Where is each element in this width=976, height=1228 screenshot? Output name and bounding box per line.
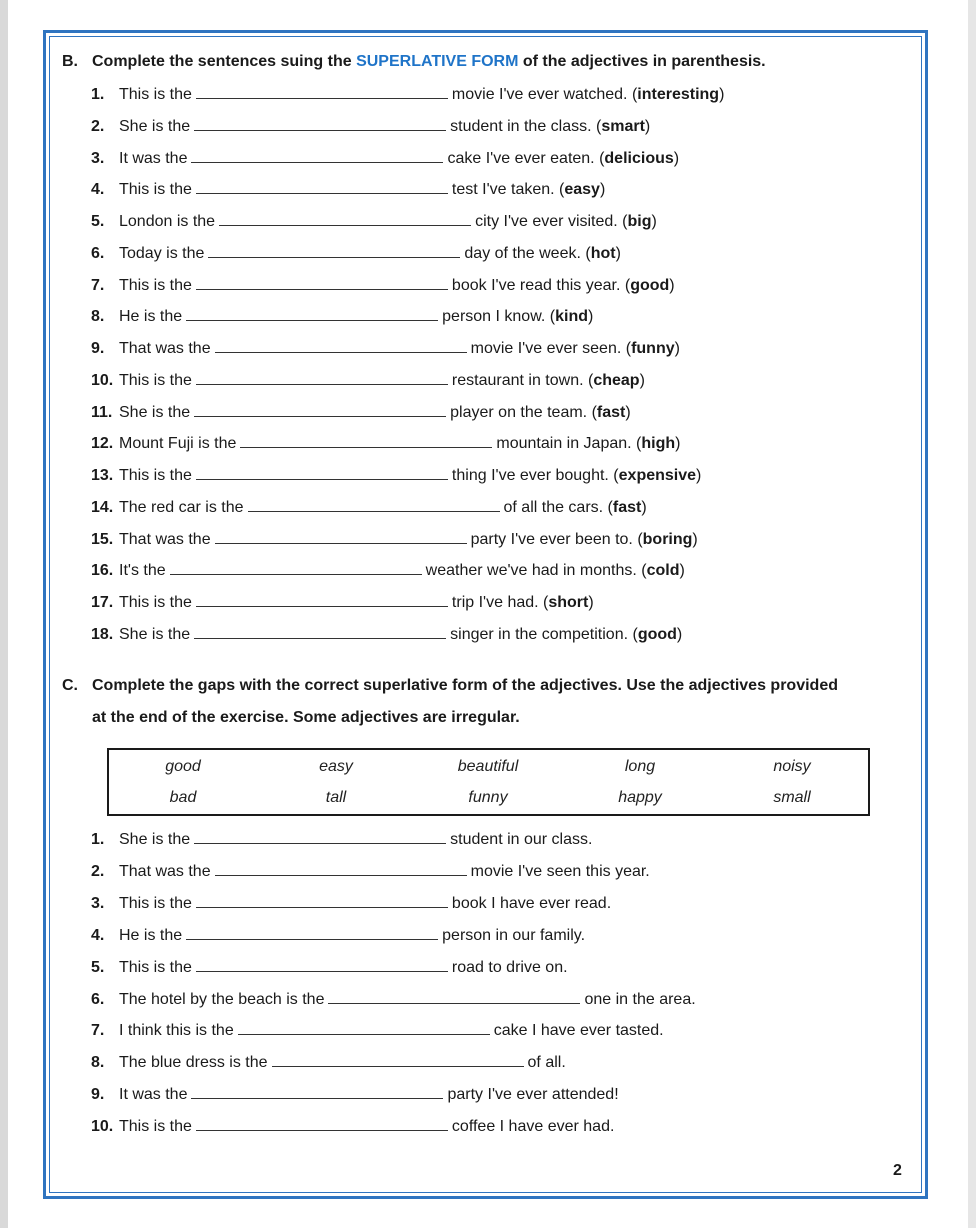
section-b-letter: B. (62, 53, 78, 70)
sentence-end: road to drive on. (451, 958, 568, 976)
closing-paren: ) (587, 308, 594, 326)
exercise-b-item (91, 116, 650, 138)
sentence-end: mountain in Japan. ( (496, 435, 642, 453)
word-bank-word: tall (325, 789, 347, 806)
sentence-start: It was the (119, 149, 188, 167)
sentence-start: Today is the (119, 244, 205, 262)
answer-blank[interactable] (215, 861, 467, 876)
answer-blank[interactable] (238, 1020, 490, 1035)
item-number: 14. (91, 498, 114, 516)
adjective-hint: kind (555, 308, 588, 326)
sentence-start: Mount Fuji is the (119, 435, 237, 453)
item-number: 6. (91, 244, 105, 262)
adjective-hint: hot (590, 244, 616, 262)
word-bank-word: bad (169, 789, 197, 806)
exercise-b-item (91, 179, 605, 201)
exercise-b-item (91, 370, 645, 392)
sentence-start: The hotel by the beach is the (119, 990, 325, 1008)
exercise-b-item (91, 84, 724, 106)
adjective-hint: smart (601, 117, 645, 135)
closing-paren: ) (625, 403, 631, 421)
item-number: 7. (91, 1022, 105, 1040)
exercise-b-item (91, 306, 593, 328)
exercise-b-item (91, 402, 631, 424)
item-number: 9. (91, 340, 105, 357)
adjective-hint: big (627, 213, 652, 230)
answer-blank[interactable] (196, 592, 448, 607)
exercise-c-item (91, 1020, 664, 1042)
exercise-c-item (91, 925, 585, 947)
sentence-end: book I've read this year. ( (451, 276, 631, 294)
item-number: 6. (91, 990, 105, 1008)
section-b-instruction-end: of the adjectives in parenthesis. (518, 53, 766, 70)
sentence-end: movie I've ever watched. ( (451, 86, 638, 103)
page-number: 2 (893, 1162, 902, 1179)
item-number: 5. (91, 213, 105, 230)
section-b-heading (62, 51, 766, 73)
section-c-instruction-line1: Complete the gaps with the correct superlative form of the adjectives. Use the adjectives provided (92, 677, 838, 694)
closing-paren: ) (615, 244, 621, 262)
answer-blank[interactable] (196, 84, 448, 99)
answer-blank[interactable] (194, 116, 446, 131)
answer-blank[interactable] (208, 243, 460, 258)
sentence-start: It's the (119, 562, 166, 580)
sentence-end: singer in the competition. ( (450, 625, 638, 643)
exercise-b-item (91, 243, 621, 265)
item-number: 5. (91, 958, 105, 976)
sentence-start: The blue dress is the (119, 1054, 268, 1072)
sentence-start: London is the (119, 213, 216, 230)
section-b-instruction-accent: SUPERLATIVE FORM (356, 53, 519, 70)
sentence-end: student in the class. ( (450, 117, 602, 135)
answer-blank[interactable] (215, 529, 467, 544)
sentence-end: party I've ever attended! (447, 1086, 619, 1104)
item-number: 4. (91, 181, 105, 199)
closing-paren: ) (639, 371, 645, 389)
answer-blank[interactable] (248, 497, 500, 512)
sentence-start: She is the (119, 117, 191, 135)
answer-blank[interactable] (196, 370, 448, 385)
closing-paren: ) (696, 467, 702, 484)
item-number: 15. (91, 530, 114, 548)
sentence-end: movie I've ever seen. ( (470, 340, 632, 357)
closing-paren: ) (669, 276, 675, 294)
answer-blank[interactable] (194, 402, 446, 417)
section-c-letter: C. (62, 677, 78, 694)
item-number: 2. (91, 117, 105, 135)
adjective-hint: funny (631, 340, 675, 357)
sentence-end: of all the cars. ( (503, 498, 613, 516)
item-number: 1. (91, 86, 105, 103)
exercise-b-item (91, 465, 701, 487)
item-number: 18. (91, 625, 114, 643)
sentence-start: That was the (119, 530, 211, 548)
answer-blank[interactable] (196, 179, 448, 194)
sentence-start: This is the (119, 958, 192, 976)
word-bank-word: long (624, 758, 656, 775)
adjective-hint: delicious (604, 149, 674, 167)
sentence-start: She is the (119, 831, 191, 848)
exercise-c-item (91, 989, 696, 1011)
item-number: 13. (91, 467, 114, 484)
item-number: 3. (91, 149, 105, 167)
answer-blank[interactable] (170, 560, 422, 575)
answer-blank[interactable] (186, 306, 438, 321)
exercise-b-item (91, 275, 675, 297)
exercise-c-item (91, 893, 611, 915)
item-number: 10. (91, 1118, 114, 1136)
answer-blank[interactable] (196, 275, 448, 290)
sentence-end: trip I've had. ( (451, 594, 549, 611)
closing-paren: ) (651, 213, 657, 230)
exercise-c-item (91, 957, 568, 979)
item-number: 17. (91, 594, 114, 611)
sentence-end: cake I have ever tasted. (493, 1022, 664, 1040)
closing-paren: ) (719, 86, 725, 103)
sentence-end: restaurant in town. ( (451, 371, 594, 389)
sentence-end: party I've ever been to. ( (470, 530, 643, 548)
adjective-hint: good (630, 276, 670, 294)
exercise-b-item (91, 529, 698, 551)
exercise-c-item (91, 1052, 566, 1074)
sentence-start: It was the (119, 1086, 188, 1104)
sentence-end: cake I've ever eaten. ( (447, 149, 605, 167)
item-number: 4. (91, 926, 105, 944)
sentence-start: That was the (119, 862, 211, 880)
section-c-heading (62, 675, 838, 697)
exercise-b-item (91, 433, 680, 455)
answer-blank[interactable] (191, 1084, 443, 1099)
sentence-start: This is the (119, 86, 192, 103)
exercise-c-item (91, 829, 592, 851)
closing-paren: ) (675, 435, 681, 453)
section-c-instruction-line2: at the end of the exercise. Some adjectives are irregular. (92, 709, 520, 726)
answer-blank[interactable] (196, 465, 448, 480)
adjective-hint: easy (564, 181, 600, 199)
adjective-hint: boring (642, 530, 693, 548)
adjective-hint: good (637, 625, 677, 643)
exercise-b-item (91, 592, 594, 614)
adjective-hint: expensive (618, 467, 697, 484)
answer-blank[interactable] (272, 1052, 524, 1067)
closing-paren: ) (641, 498, 647, 516)
sentence-start: This is the (119, 594, 192, 611)
closing-paren: ) (674, 340, 680, 357)
sentence-start: This is the (119, 894, 192, 912)
exercise-b-item (91, 560, 685, 582)
word-bank-word: noisy (773, 758, 811, 775)
item-number: 11. (91, 403, 113, 421)
closing-paren: ) (679, 562, 685, 580)
sentence-start: I think this is the (119, 1022, 234, 1040)
sentence-end: city I've ever visited. ( (475, 213, 628, 230)
sentence-end: day of the week. ( (464, 244, 591, 262)
sentence-start: He is the (119, 926, 183, 944)
section-b-instruction-start: Complete the sentences suing the (92, 53, 357, 70)
answer-blank[interactable] (194, 829, 446, 844)
word-bank-word: small (773, 789, 811, 806)
answer-blank[interactable] (196, 957, 448, 972)
sentence-start: She is the (119, 625, 191, 643)
answer-blank[interactable] (196, 1116, 448, 1131)
sentence-end: person I know. ( (442, 308, 556, 326)
sentence-end: weather we've had in months. ( (425, 562, 647, 580)
sentence-end: player on the team. ( (450, 403, 597, 421)
exercise-c-item (91, 861, 650, 883)
word-bank-word: easy (319, 758, 353, 775)
exercise-b-item (91, 497, 647, 519)
closing-paren: ) (676, 625, 683, 643)
answer-blank[interactable] (194, 624, 446, 639)
sentence-end: test I've taken. ( (451, 181, 565, 199)
closing-paren: ) (599, 181, 606, 199)
sentence-start: That was the (119, 340, 211, 357)
sentence-end: person in our family. (442, 926, 586, 944)
item-number: 9. (91, 1086, 105, 1104)
item-number: 10. (91, 371, 114, 389)
word-bank-word: funny (468, 789, 508, 806)
adjective-hint: short (548, 594, 589, 611)
item-number: 3. (91, 894, 105, 912)
item-number: 2. (91, 862, 105, 880)
sentence-start: This is the (119, 181, 192, 199)
item-number: 16. (91, 562, 114, 580)
exercise-b-item (91, 211, 657, 233)
sentence-end: one in the area. (584, 990, 696, 1008)
item-number: 8. (91, 308, 105, 326)
sentence-end: book I have ever read. (451, 894, 612, 912)
adjective-hint: fast (596, 403, 626, 421)
item-number: 12. (91, 435, 114, 453)
answer-blank[interactable] (215, 338, 467, 353)
word-bank-word: beautiful (457, 758, 519, 775)
sentence-end: coffee I have ever had. (451, 1118, 615, 1136)
answer-blank[interactable] (191, 148, 443, 163)
sentence-end: of all. (527, 1054, 566, 1072)
item-number: 8. (91, 1054, 105, 1072)
sentence-start: This is the (119, 1118, 192, 1136)
word-bank-word: happy (618, 789, 662, 806)
closing-paren: ) (588, 594, 594, 611)
answer-blank[interactable] (219, 211, 471, 226)
item-number: 1. (91, 831, 105, 848)
adjective-hint: fast (612, 498, 642, 516)
adjective-hint: cheap (593, 371, 640, 389)
closing-paren: ) (692, 530, 698, 548)
answer-blank[interactable] (196, 893, 448, 908)
adjective-hint: cold (646, 562, 680, 580)
sentence-start: The red car is the (119, 498, 244, 516)
sentence-start: He is the (119, 308, 183, 326)
closing-paren: ) (644, 117, 651, 135)
sentence-end: student in our class. (450, 831, 593, 848)
sentence-start: She is the (119, 403, 191, 421)
exercise-c-item (91, 1116, 614, 1138)
adjective-hint: interesting (637, 86, 720, 103)
item-number: 7. (91, 276, 105, 294)
exercise-b-item (91, 338, 680, 360)
exercise-c-item (91, 1084, 619, 1106)
answer-blank[interactable] (240, 433, 492, 448)
adjective-hint: high (641, 435, 676, 453)
sentence-end: thing I've ever bought. ( (451, 467, 619, 484)
closing-paren: ) (673, 149, 680, 167)
sentence-start: This is the (119, 467, 192, 484)
sentence-end: movie I've seen this year. (470, 862, 650, 880)
answer-blank[interactable] (328, 989, 580, 1004)
exercise-b-item (91, 624, 682, 646)
exercise-b-item (91, 148, 679, 170)
sentence-start: This is the (119, 371, 192, 389)
sentence-start: This is the (119, 276, 192, 294)
word-bank-word: good (165, 758, 201, 775)
answer-blank[interactable] (186, 925, 438, 940)
